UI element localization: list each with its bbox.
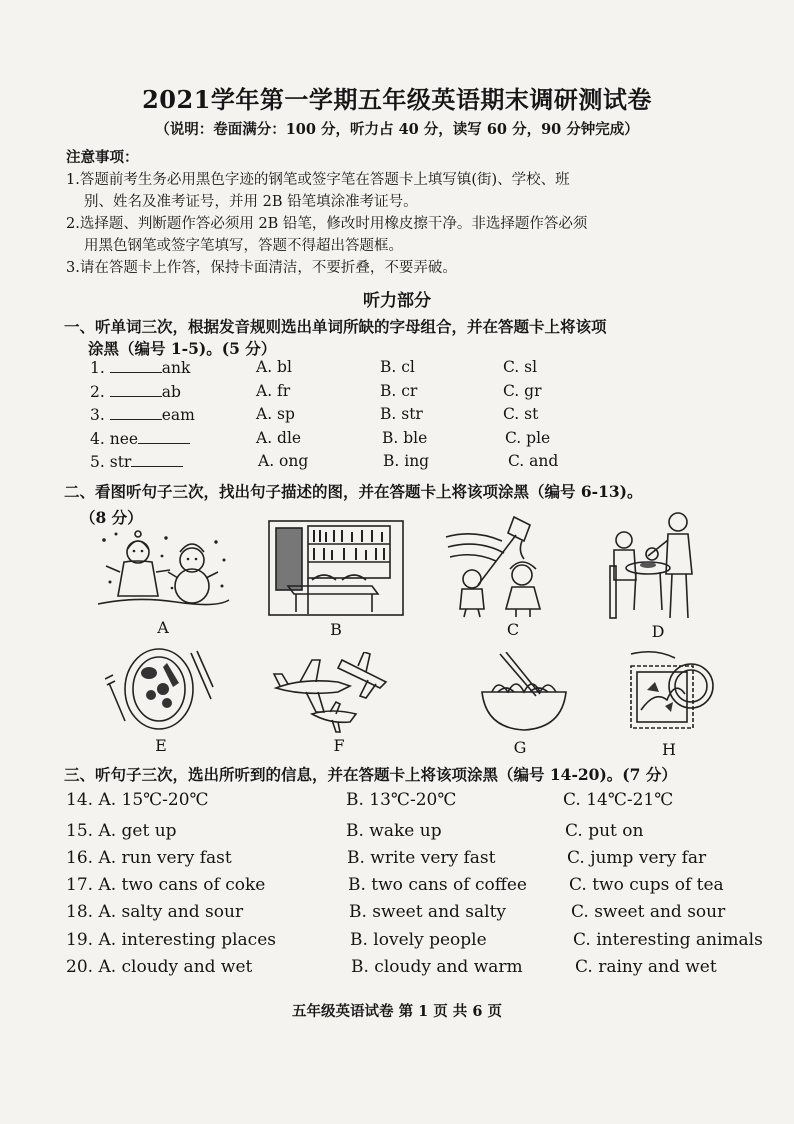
question-1-instruction [64,316,607,360]
picture-f-airplanes [272,652,400,736]
option-a: 20. A. cloudy and wet [66,957,253,977]
option-a: 16. A. run very fast [66,848,232,868]
option-a: A. sp [256,405,295,423]
question-3-row [0,957,794,981]
picture-a-snowman [96,530,231,610]
option-c: C. ple [505,429,551,447]
page-footer: 五年级英语试卷 第 1 页 共 6 页 [292,1003,502,1020]
notes-item: 2.选择题、判断题作答必须用 2B 铅笔，修改时用橡皮擦干净。非选择题作答必须 [66,216,588,232]
exam-subtitle: （说明：卷面满分：100 分，听力占 40 分，读写 60 分，90 分钟完成） [155,121,639,138]
picture-g-noodles [478,652,570,736]
question-3-row [0,902,794,926]
option-b: B. wake up [346,821,442,841]
answer-blank [138,429,190,444]
picture-e-food-plate [105,643,217,735]
option-c: C. sweet and sour [571,902,726,922]
option-b: B. str [380,405,423,423]
option-b: B. 13℃-20℃ [346,790,457,810]
question-1-row [0,405,794,427]
option-a: A. ong [258,452,309,470]
option-a: A. bl [256,358,292,376]
option-b: B. ble [382,429,428,447]
notes-block [66,147,766,279]
exam-title: 2021学年第一学期五年级英语期末调研测试卷 [142,85,652,114]
option-a: 15. A. get up [66,821,177,841]
picture-label: G [513,738,527,757]
option-a: A. fr [256,382,291,400]
picture-d-dinner [606,510,708,620]
word-item: 3. eam [90,406,195,424]
option-c: C. two cups of tea [569,875,724,895]
question-3-row [0,790,794,814]
question-3-row [0,875,794,899]
notes-item: 3.请在答题卡上作答，保持卡面清洁，不要折叠，不要弄破。 [66,260,457,276]
answer-blank [131,452,183,467]
option-b: B. write very fast [347,848,496,868]
notes-item: 用黑色钢笔或签字笔填写，答题不得超出答题框。 [84,238,403,254]
picture-label: C [506,620,520,639]
notes-heading: 注意事项： [66,149,139,166]
answer-blank [110,382,162,397]
picture-label: F [333,736,345,755]
option-a: 19. A. interesting places [66,930,276,950]
question-1-row [0,429,794,451]
question-3-row [0,821,794,845]
option-b: B. cr [380,382,418,400]
notes-item: 1.答题前考生务必用黑色字迹的钢笔或签字笔在答题卡上填写镇(街)、学校、班 [66,172,570,188]
word-item: 5. str [90,452,183,471]
option-b: B. cl [380,358,415,376]
option-c: C. and [508,452,559,470]
option-a: 14. A. 15℃-20℃ [66,790,209,810]
option-a: 18. A. salty and sour [66,902,244,922]
question-1-row [0,382,794,404]
word-item: 4. nee [90,429,190,448]
option-b: B. ing [383,452,430,470]
question-3-instruction: 三、听句子三次，选出所听到的信息，并在答题卡上将该项涂黑（编号 14-20)。(7 分） [64,765,677,784]
option-c: C. rainy and wet [575,957,717,977]
option-a: 17. A. two cans of coke [66,875,266,895]
option-c: C. jump very far [567,848,707,868]
question-1-row [0,358,794,380]
picture-h-stamp [625,650,723,734]
option-b: B. lovely people [350,930,487,950]
question-3-row [0,848,794,872]
picture-label: E [155,736,167,755]
question-1-line: 涂黑（编号 1-5)。(5 分） [88,339,277,358]
picture-label: D [651,622,665,641]
option-c: C. put on [565,821,644,841]
word-item: 2. ab [90,383,181,401]
question-2-line: 二、看图听句子三次，找出句子描述的图，并在答题卡上将该项涂黑（编号 6-13)。 [64,482,643,501]
option-c: C. gr [503,382,542,400]
question-2-line: （8 分） [80,508,143,527]
question-1-row [0,452,794,474]
option-c: C. st [503,405,539,423]
word-item: 1. ank [90,359,191,377]
picture-label: B [330,620,342,639]
answer-blank [110,405,162,420]
option-c: C. sl [503,358,538,376]
notes-item: 别、姓名及准考证号，并用 2B 铅笔填涂准考证号。 [84,194,418,210]
question-3-row [0,930,794,954]
answer-blank [110,358,162,373]
picture-label: H [662,740,676,759]
section-heading: 听力部分 [363,291,431,311]
option-b: B. two cans of coffee [348,875,527,895]
picture-label: A [157,618,169,637]
option-c: C. 14℃-21℃ [563,790,674,810]
option-a: A. dle [256,429,302,447]
picture-b-library [268,520,404,616]
option-b: B. cloudy and warm [351,957,523,977]
picture-c-kite [444,515,556,619]
option-b: B. sweet and salty [349,902,507,922]
question-1-line: 一、听单词三次，根据发音规则选出单词所缺的字母组合，并在答题卡上将该项 [64,317,607,336]
option-c: C. interesting animals [573,930,763,950]
